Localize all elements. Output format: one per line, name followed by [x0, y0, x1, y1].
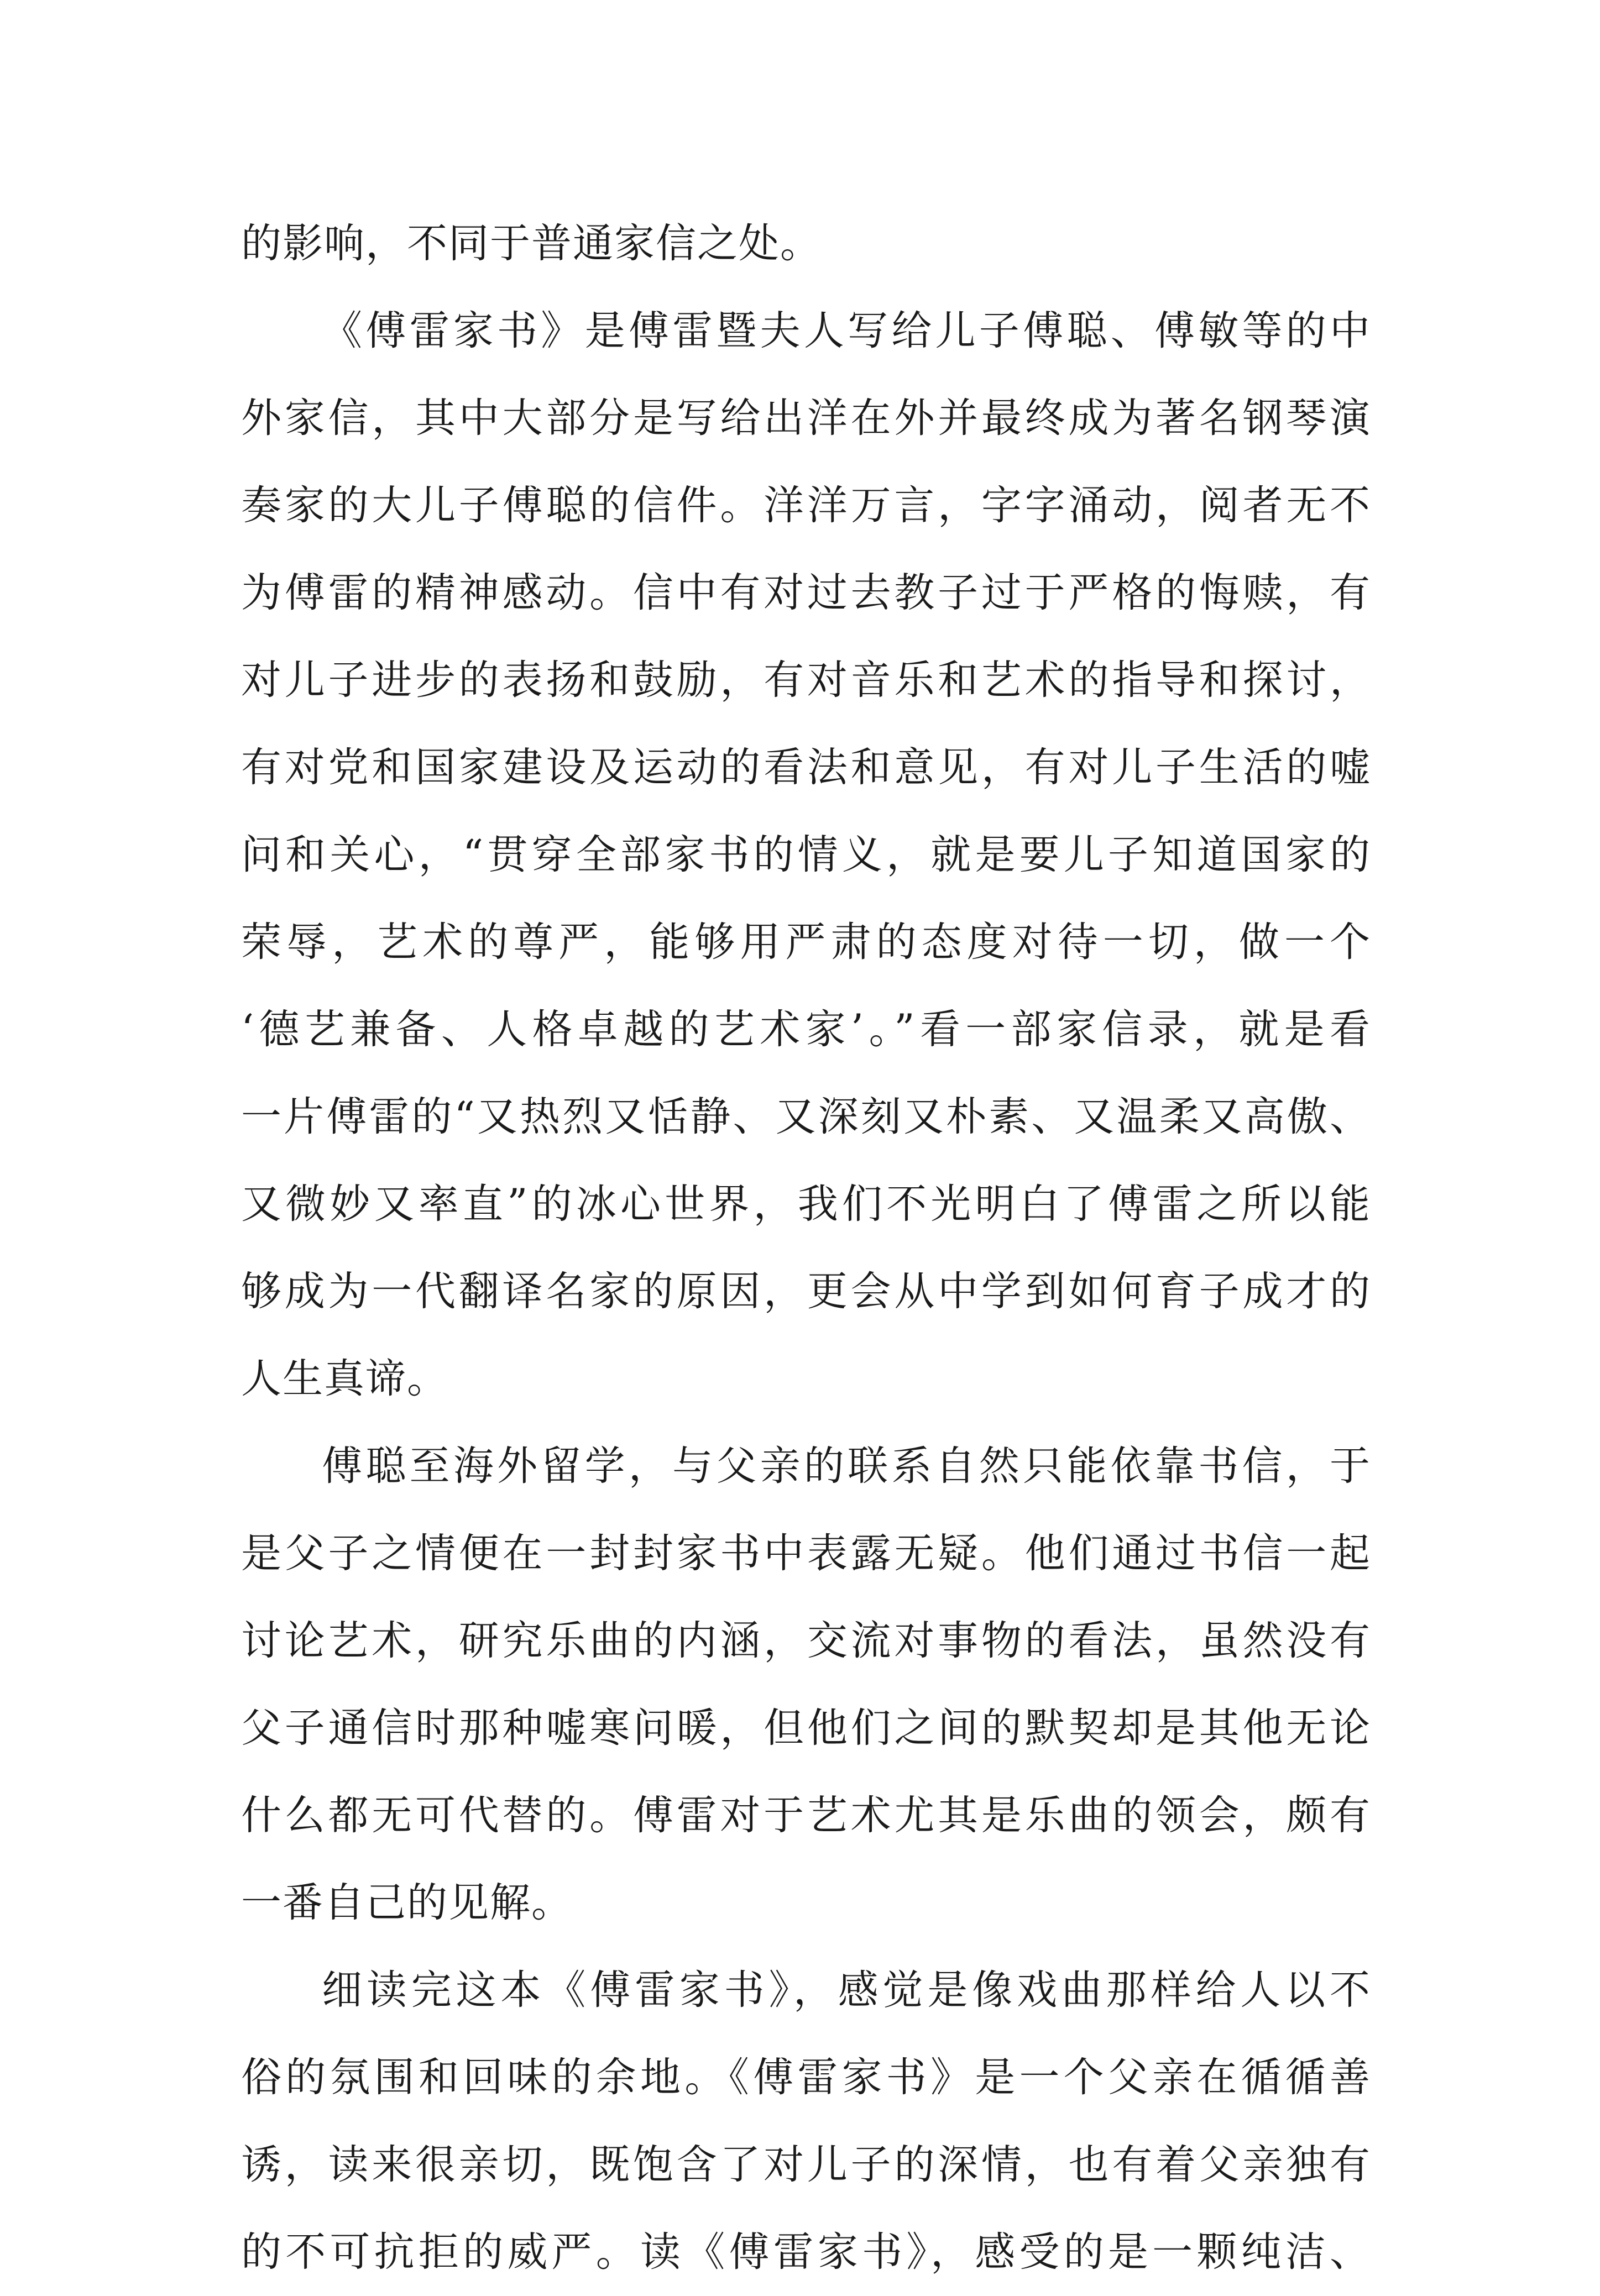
- text-line: 外家信，其中大部分是写给出洋在外并最终成为著名钢琴演: [241, 395, 1371, 442]
- text-line: 有对党和国家建设及运动的看法和意见，有对儿子生活的嘘: [241, 744, 1371, 791]
- text-line: 俗的氛围和回味的余地。《傅雷家书》是一个父亲在循循善: [241, 2054, 1371, 2101]
- text-line: 奏家的大儿子傅聪的信件。洋洋万言，字字涌动，阅者无不: [241, 482, 1371, 529]
- text-line: 傅聪至海外留学，与父亲的联系自然只能依靠书信，于: [322, 1443, 1371, 1490]
- text-line: 父子通信时那种嘘寒问暖，但他们之间的默契却是其他无论: [241, 1705, 1371, 1752]
- text-line: 的不可抗拒的威严。读《傅雷家书》，感受的是一颗纯洁、: [241, 2229, 1371, 2276]
- text-line: 讨论艺术，研究乐曲的内涵，交流对事物的看法，虽然没有: [241, 1617, 1371, 1664]
- text-line: 诱，读来很亲切，既饱含了对儿子的深情，也有着父亲独有: [241, 2141, 1371, 2188]
- text-line: 一片傅雷的“又热烈又恬静、又深刻又朴素、又温柔又高傲、: [241, 1093, 1371, 1140]
- text-line: ‘德艺兼备、人格卓越的艺术家’。”看一部家信录，就是看: [241, 1006, 1371, 1053]
- text-line: 细读完这本《傅雷家书》，感觉是像戏曲那样给人以不: [322, 1967, 1371, 2014]
- text-line: 又微妙又率直”的冰心世界，我们不光明白了傅雷之所以能: [241, 1181, 1371, 1228]
- text-line: 人生真谛。: [241, 1355, 448, 1402]
- paragraph: [241, 1423, 1371, 1947]
- document-body: [241, 200, 1371, 2296]
- text-line: 对儿子进步的表扬和鼓励，有对音乐和艺术的指导和探讨，: [241, 657, 1371, 704]
- text-line: 为傅雷的精神感动。信中有对过去教子过于严格的悔赎，有: [241, 569, 1371, 616]
- text-line: 《傅雷家书》是傅雷暨夫人写给儿子傅聪、傅敏等的中: [322, 307, 1371, 354]
- text-line: 的影响，不同于普通家信之处。: [241, 220, 822, 267]
- text-line: 什么都无可代替的。傅雷对于艺术尤其是乐曲的领会，颇有: [241, 1792, 1371, 1839]
- text-line: 问和关心，“贯穿全部家书的情义，就是要儿子知道国家的: [241, 831, 1371, 878]
- text-line: 一番自己的见解。: [241, 1879, 573, 1926]
- text-line: 荣辱，艺术的尊严，能够用严肃的态度对待一切，做一个: [241, 919, 1371, 966]
- paragraph: [241, 200, 1371, 287]
- paragraph: [241, 287, 1371, 1423]
- text-line: 够成为一代翻译名家的原因，更会从中学到如何育子成才的: [241, 1268, 1371, 1315]
- text-line: 是父子之情便在一封封家书中表露无疑。他们通过书信一起: [241, 1530, 1371, 1577]
- paragraph: [241, 1947, 1371, 2296]
